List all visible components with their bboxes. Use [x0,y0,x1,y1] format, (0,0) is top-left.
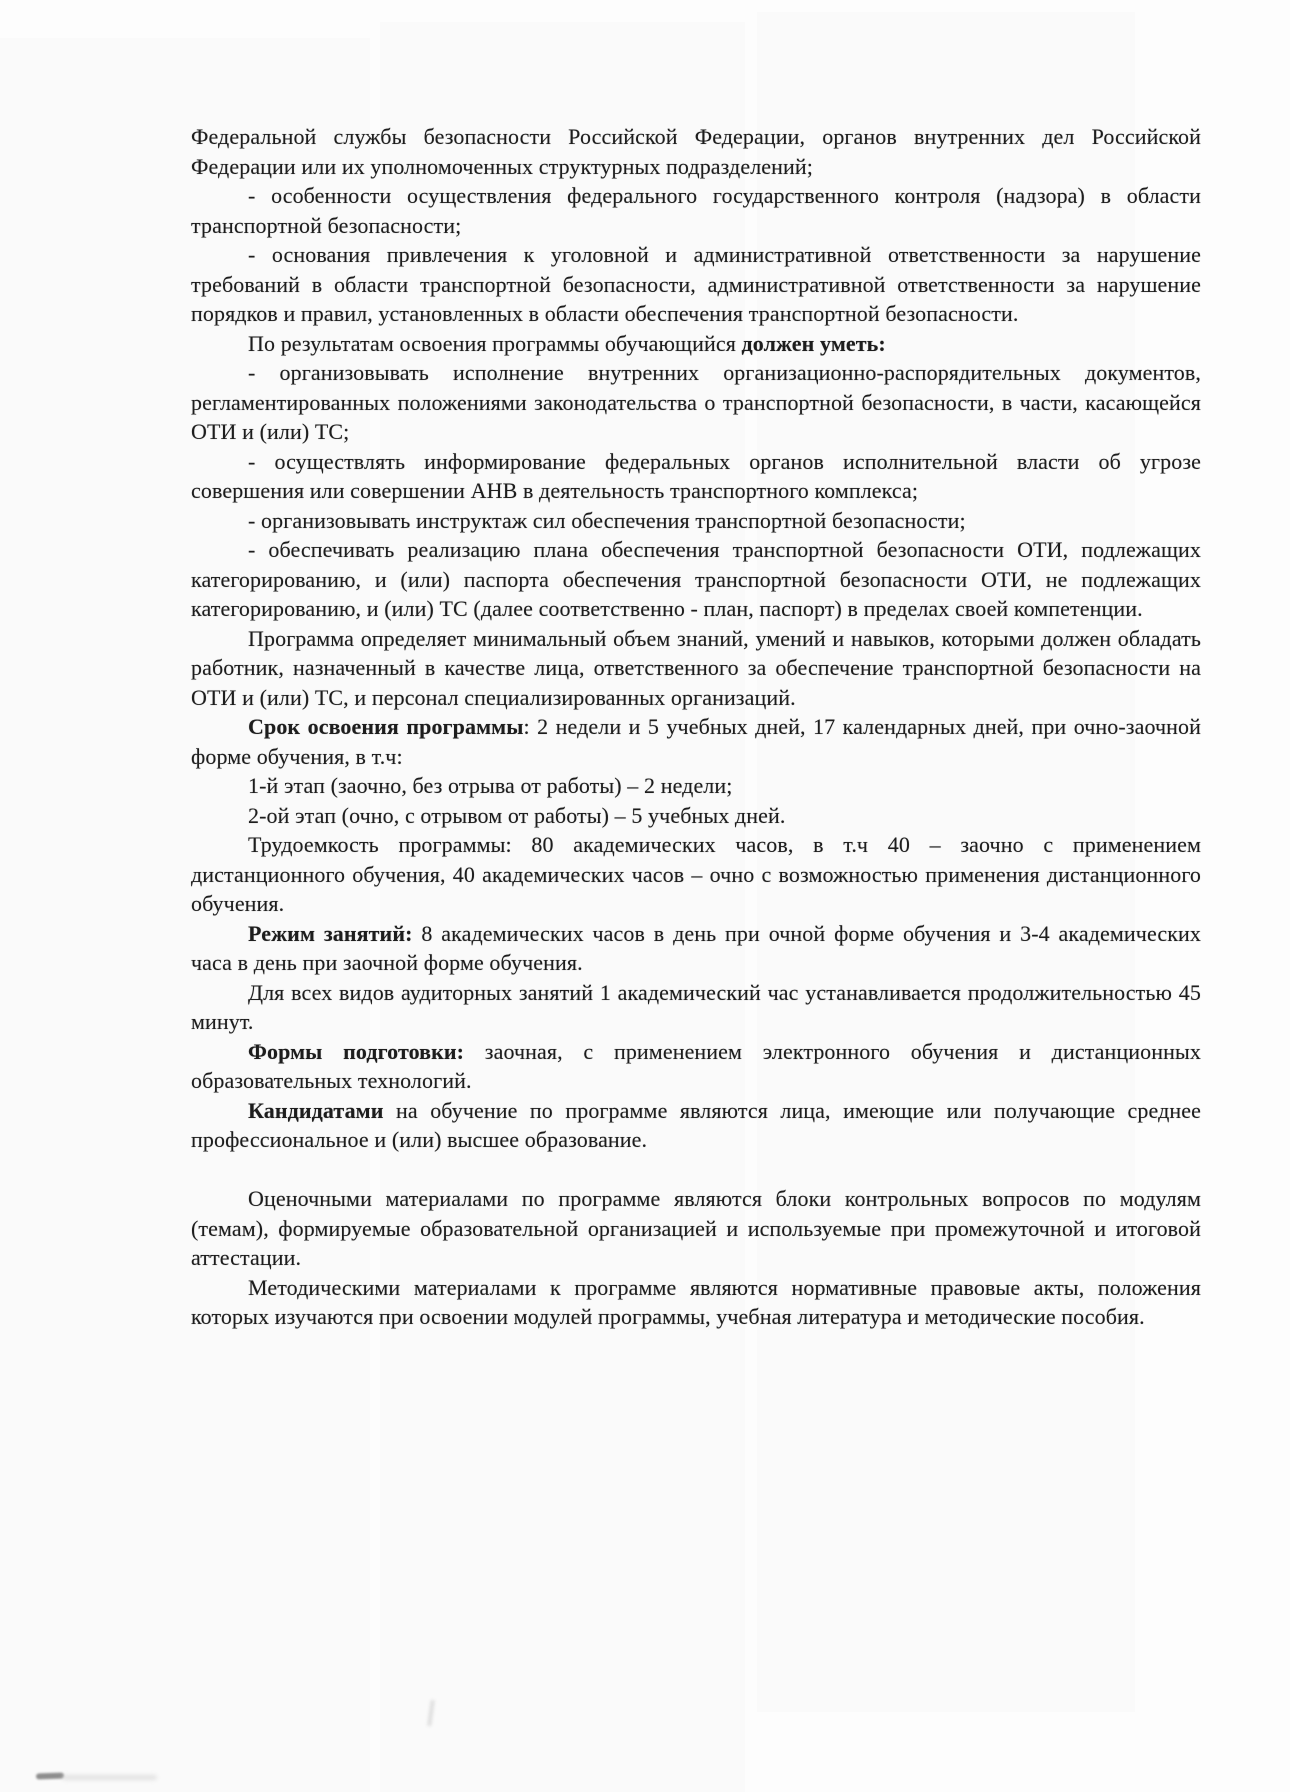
paragraph [191,181,1201,240]
paragraph-run-bold: Режим занятий: [248,920,413,946]
paragraph [191,978,1201,1037]
paragraph-run: Трудоемкость программы: 80 академических часов, в т.ч 40 – заочно с применением дистанционного обучения, 40 академических часов – очно с возможностью применения дистанционного обучения. [191,832,1201,916]
paragraph [191,535,1201,624]
paragraph-run: 2-ой этап (очно, с отрывом от работы) – 5 учебных дней. [248,802,786,828]
scan-smudge-dark [36,1773,64,1780]
paragraph-run: на обучение по программе являются лица, имеющие или получающие среднее профессиональное и (или) высшее образование. [191,1097,1201,1152]
paragraph [191,801,1201,831]
paragraph-run: Программа определяет минимальный объем знаний, умений и навыков, которыми должен обладать работник, назначенный в качестве лица, ответственного за обеспечение транспортной безопасности на ОТИ и (или) ТС, и персонал специализированных организаций. [191,625,1201,710]
paragraph [191,830,1201,919]
paragraph-run: - организовывать инструктаж сил обеспечения транспортной безопасности; [248,507,966,533]
paragraph-run: Федеральной службы безопасности Российской Федерации, органов внутренних дел Российской Федерации или их уполномоченных структурных подразделений; [191,124,1201,179]
scan-smudge-light [62,1775,157,1780]
paragraph-run: - обеспечивать реализацию плана обеспечения транспортной безопасности ОТИ, подлежащих категорированию, и (или) паспорта обеспечения транспортной безопасности ОТИ, не подлежащих категорированию, и (или) ТС (далее соответственно - план, паспорт) в пределах своей компетенции. [191,537,1201,621]
paragraph-run-bold: Формы подготовки: [248,1038,465,1064]
paragraph-run: - организовывать исполнение внутренних организационно-распорядительных документов, регламентированных положениями законодательства о транспортной безопасности, в части, касающейся ОТИ и (или) ТС; [191,360,1201,444]
paragraph [191,1273,1201,1332]
paragraph [191,624,1201,713]
document-text [191,122,1201,1332]
paragraph-run: Оценочными материалами по программе являются блоки контрольных вопросов по модулям (темам), формируемые образовательной организацией и используемые при промежуточной и итоговой аттестации. [191,1186,1201,1270]
paragraph [191,1096,1201,1155]
paragraph-run-bold: должен уметь: [741,330,886,356]
paragraph-run-bold: Кандидатами [248,1097,384,1123]
paragraph-run: 8 академических часов в день при очной форме обучения и 3-4 академических часа в день при заочной форме обучения. [191,920,1201,975]
paragraph-run: - осуществлять информирование федеральных органов исполнительной власти об угрозе совершения или совершении АНВ в деятельность транспортного комплекса; [191,448,1201,503]
paragraph-run: заочная, с применением электронного обучения и дистанционных образовательных технологий. [191,1038,1201,1093]
scan-mark-faint [427,1700,435,1726]
paragraph [191,771,1201,801]
paragraph-run: По результатам освоения программы обучающийся [248,330,742,356]
paragraph [191,447,1201,506]
paragraph [191,1037,1201,1096]
paragraph [191,358,1201,447]
paragraph [191,919,1201,978]
paragraph-run: - особенности осуществления федерального государственного контроля (надзора) в области транспортной безопасности; [191,183,1201,238]
paragraph-run: - основания привлечения к уголовной и административной ответственности за нарушение требований в области транспортной безопасности, административной ответственности за нарушение порядков и правил, установленных в области обеспечения транспортной безопасности. [191,242,1201,326]
paragraph [191,122,1201,181]
paragraph-run: Методическими материалами к программе являются нормативные правовые акты, положения которых изучаются при освоении модулей программы, учебная литература и методические пособия. [191,1274,1201,1329]
paragraph [191,506,1201,536]
paragraph-run-bold: Срок освоения программы [248,714,524,739]
paragraph-run: Для всех видов аудиторных занятий 1 академический час устанавливается продолжительностью 45 минут. [191,979,1201,1034]
paragraph [191,329,1201,359]
paragraph [191,712,1201,771]
paragraph [191,240,1201,329]
paragraph [191,1184,1201,1273]
paragraph-run: : 2 недели и 5 учебных дней, 17 календарных дней, при очно-заочной форме обучения, в т.ч: [191,714,1201,769]
paragraph-run: 1-й этап (заочно, без отрыва от работы) – 2 недели; [248,773,733,798]
